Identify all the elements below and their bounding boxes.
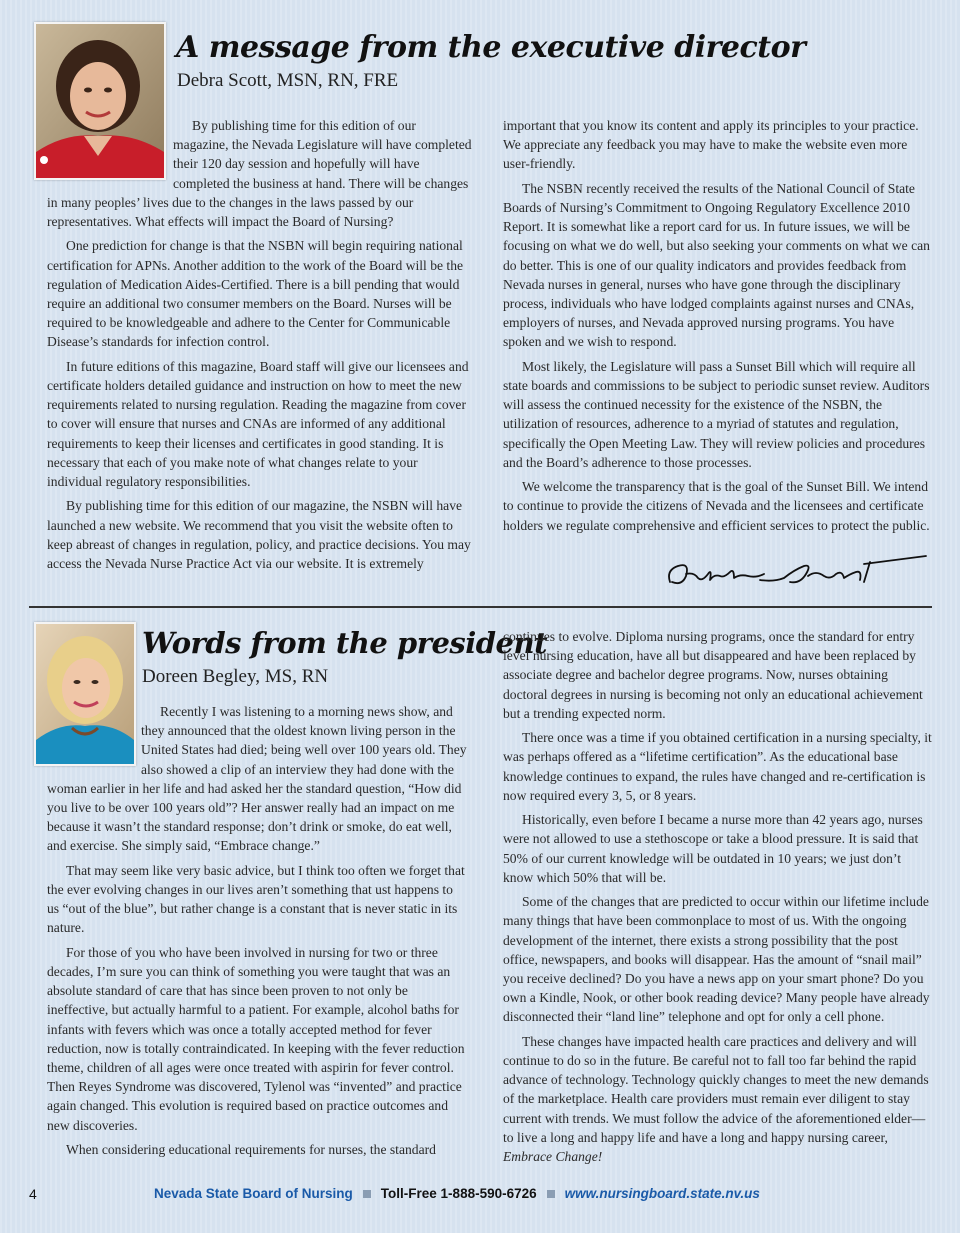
paragraph: Most likely, the Legislature will pass a Sunset Bill which will require all state boards and commissions to be subject to periodic sunset review. Auditors will assess the continued necessity for the existence of the NSBN, the utilization of resources, adherence to a myriad of statutes and regulation, specifically the Open Meeting Law. They will review policies and procedures and the Board’s adherence to those processes. [503,358,930,470]
paragraph: We welcome the transparency that is the goal of the Sunset Bill. We intend to continue to provide the citizens of Nevada and the licensees and certificate holders we regulate comprehensive and efficient services to protect the public. [503,479,930,533]
president-byline: Doreen Begley, MS, RN [142,666,329,687]
paragraph: In future editions of this magazine, Board staff will give our licensees and certificate holders detailed guidance and instruction on how to meet the new requirements related to nursing regulation. Reading the magazine from cover to cover will ensure that nurses and CNAs are informed of any additional requirements to keep their licenses and certificates in good standing. It is necessary that each of you make note of what changes relate to your individual regulatory responsibilities. [47,358,469,490]
signature [664,552,929,592]
footer-organization: Nevada State Board of Nursing [154,1186,353,1201]
executive-director-title: A message from the executive director [176,30,806,65]
paragraph: Historically, even before I became a nurse more than 42 years ago, nurses were not allowed to use a stethoscope or take a blood pressure. It is said that 50% of our current knowledge will be outdated in 10 years; we just don’t know which 50% that will be. [503,812,923,885]
paragraph: Some of the changes that are predicted to occur within our lifetime include many things that have been commonplace to most of us. With the ongoing development of the internet, there exists a strong possibility that the post office, newspapers, and books will disappear. Has the amount of “snail mail” you receive declined? Do you have a news app on your smart phone? Do you own a Kindle, Nook, or other book reading device? Many people have already disconnected their “land line” telephone and opt for only a cell phone. [503,894,930,1025]
square-bullet-icon [547,1190,555,1198]
paragraph: By publishing time for this edition of our magazine, the NSBN will have launched a new website. We recommend that you visit the website often to keep abreast of changes in regulation, policy, and practice decisions. You may access the Nevada Nurse Practice Act via our website. It is extremely [47,498,471,572]
paragraph: There once was a time if you obtained certification in a nursing specialty, it was perhaps offered as a “lifetime certification”. As the educational base knowledge continues to expand, the rules have changed and re-certification is now required every 3, 5, or 8 years. [503,730,932,803]
paragraph: The NSBN recently received the results of the National Council of State Boards of Nursing’s Commitment to Ongoing Regulatory Excellence 2010 Report. It is somewhat like a report card for us. In future issues, we will be focusing on what we do well, but also seeking your comments on what we can do better. This is one of our quality indicators and provides feedback from Nevada nurses in general, nurses who have gone through the disciplinary process, individuals who have lodged complaints against nurses and CNAs, employers of nurses, and Nevada approved nursing programs. You have spoken and we wish to respond. [503,180,930,350]
executive-right-column [503,116,932,540]
paragraph: For those of you who have been involved in nursing for two or three decades, I’m sure you can think of something you were taught that was an absolute standard of care that has since been proven to not only be ineffective, but actually harmful to a patient. For example, alcohol baths for infants with fevers which was once a totally accepted method for fever reduction, now is totally contraindicated. In keeping with the fever reduction theme, children of all ages were once treated with aspirin for fever control. Then Reyes Syndrome was discovered, Tylenol was “invented” and practice again changed. This evolution is required based on practice outcomes and new discoveries. [47,944,465,1133]
president-title: Words from the president [142,626,547,660]
section-divider [29,606,932,608]
paragraph: By publishing time for this edition of our magazine, the Nevada Legislature will have completed their 120 day session and hopefully will have completed the business at hand. There will be changes in many peoples’ lives due to the changes in the laws passed by our representatives. What effects will impact the Board of Nursing? [47,118,472,230]
footer-phone: Toll-Free 1-888-590-6726 [380,1186,537,1201]
paragraph-text: These changes have impacted health care practices and delivery and will continue to do so in the future. Be careful not to fall too far behind the rapid advance of technology. Technology quickly changes to meet the new demands of the marketplace. Health care providers must remain ever diligent to stay current with trends. We must follow the advice of the aforementioned elder—to live a long and happy life and have a long and happy nursing career, [503,1033,929,1145]
paragraph: One prediction for change is that the NSBN will begin requiring national certification for APNs. Another addition to the work of the Board will be the regulation of Medication Aides-Certified. There is a bill pending that would require an additional two consumer members on the Board. Nurses will be required to be knowledgeable and adhere to the Center for Communicable Disease’s standards for infection control. [47,238,464,350]
footer-line [154,1186,760,1201]
paragraph: continues to evolve. Diploma nursing programs, once the standard for entry level nursing education, have all but disappeared and have been replaced by associate degree and bachelor degree programs. Now, nurses obtaining doctoral degrees in nursing is becoming not only an educational achievement but a trending expected norm. [503,629,923,721]
page-number: 4 [29,1186,37,1202]
executive-left-column [47,116,474,578]
square-bullet-icon [363,1190,371,1198]
executive-director-byline: Debra Scott, MSN, RN, FRE [177,70,399,91]
president-left-column [47,702,468,1164]
paragraph: important that you know its content and apply its principles to your practice. We appreciate any feedback you may have to make the website even more user-friendly. [503,118,919,172]
footer-website-link[interactable]: www.nursingboard.state.nv.us [564,1186,760,1201]
paragraph [503,1032,932,1166]
closing-phrase: Embrace Change! [503,1149,603,1165]
president-right-column [503,627,932,1171]
paragraph: Recently I was listening to a morning news show, and they announced that the oldest known living person in the United States had died; being well over 100 years old. They also showed a clip of an interview they had done with the woman earlier in her life and had asked her the standard question, “How did you live to be over 100 years old”? Her answer really had an impact on me because it wasn’t the standard response; don’t drink or smoke, do eat well, and exercise. She simply said, “Embrace change.” [47,704,467,854]
paragraph: When considering educational requirements for nurses, the standard [66,1142,436,1158]
paragraph: That may seem like very basic advice, but I think too often we forget that the ever evolving changes in our lives aren’t something that ust happens to us “out of the blue”, but rather change is a constant that is never static in its nature. [47,862,465,936]
